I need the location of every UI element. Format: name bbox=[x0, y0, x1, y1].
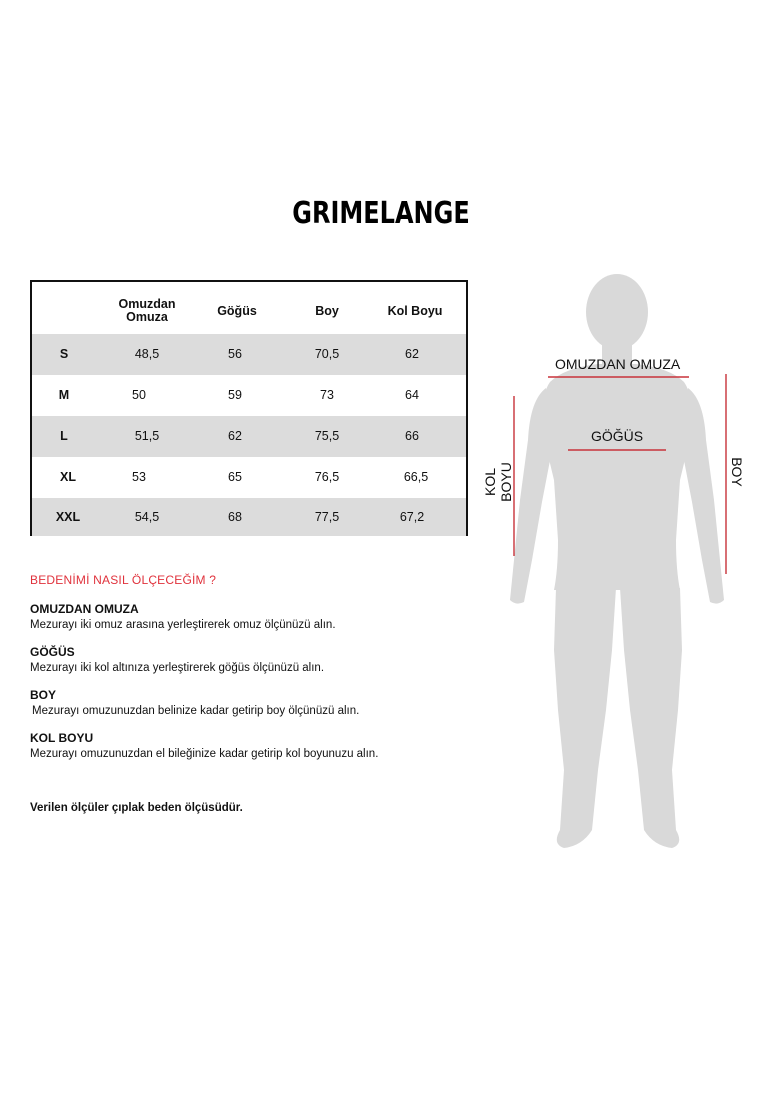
table-header-row bbox=[32, 288, 466, 334]
sleeve-cell: 64 bbox=[405, 388, 419, 402]
chest-cell: 59 bbox=[228, 388, 242, 402]
chest-cell: 56 bbox=[228, 347, 242, 361]
table-row bbox=[32, 457, 466, 498]
size-cell: M bbox=[58, 388, 70, 402]
brand-title: GRIMELANGE bbox=[292, 196, 470, 231]
size-cell: XXL bbox=[55, 509, 81, 524]
label-length: BOY bbox=[729, 457, 745, 487]
table-row bbox=[32, 375, 466, 416]
shoulder-cell: 51,5 bbox=[134, 429, 160, 443]
size-cell: XL bbox=[60, 470, 76, 484]
label-sleeve: KOL BOYU bbox=[482, 462, 514, 502]
header-sleeve: Kol Boyu bbox=[387, 303, 443, 318]
section-text-shoulder: Mezurayı iki omuz arasına yerleştirerek omuz ölçünüzü alın. bbox=[30, 619, 336, 631]
length-cell: 77,5 bbox=[314, 509, 340, 524]
length-cell: 70,5 bbox=[314, 347, 340, 361]
length-cell: 76,5 bbox=[314, 470, 340, 484]
shoulder-cell: 54,5 bbox=[134, 509, 160, 524]
header-chest: Göğüs bbox=[217, 303, 257, 318]
section-title-shoulder: OMUZDAN OMUZA bbox=[30, 602, 139, 616]
label-chest: GÖĞÜS bbox=[591, 428, 644, 444]
sleeve-cell: 67,2 bbox=[399, 509, 425, 524]
chest-cell: 62 bbox=[228, 429, 242, 443]
section-text-chest: Mezurayı iki kol altınıza yerleştirerek göğüs ölçünüzü alın. bbox=[30, 662, 325, 674]
header-shoulder: Omuzdan Omuza bbox=[118, 297, 176, 324]
section-text-sleeve: Mezurayı omuzunuzdan el bileğinize kadar getirip kol boyunuzu alın. bbox=[30, 748, 379, 760]
table-row bbox=[32, 334, 466, 375]
measurement-note: Verilen ölçüler çıplak beden ölçüsüdür. bbox=[30, 802, 243, 814]
shoulder-cell: 50 bbox=[132, 388, 146, 402]
section-title-chest: GÖĞÜS bbox=[30, 645, 75, 659]
size-cell: L bbox=[60, 429, 68, 443]
section-title-length: BOY bbox=[30, 688, 57, 702]
length-cell: 73 bbox=[320, 388, 334, 402]
shoulder-cell: 53 bbox=[132, 470, 146, 484]
table-row bbox=[32, 498, 466, 536]
measurement-instructions bbox=[30, 573, 450, 760]
sleeve-cell: 62 bbox=[405, 347, 419, 361]
shoulder-cell: 48,5 bbox=[134, 347, 160, 361]
chest-cell: 65 bbox=[228, 470, 242, 484]
header-length: Boy bbox=[315, 303, 339, 318]
instructions-title: BEDENİMİ NASIL ÖLÇECEĞİM ? bbox=[30, 573, 217, 587]
length-cell: 75,5 bbox=[314, 429, 340, 443]
size-table bbox=[30, 280, 468, 536]
label-shoulder: OMUZDAN OMUZA bbox=[555, 356, 681, 372]
section-title-sleeve: KOL BOYU bbox=[30, 731, 94, 745]
chest-cell: 68 bbox=[228, 509, 242, 524]
section-text-length: Mezurayı omuzunuzdan belinize kadar getirip boy ölçünüzü alın. bbox=[32, 705, 360, 717]
size-cell: S bbox=[59, 347, 69, 361]
table-row bbox=[32, 416, 466, 457]
body-measurement-figure bbox=[480, 270, 762, 860]
sleeve-cell: 66,5 bbox=[403, 470, 429, 484]
sleeve-cell: 66 bbox=[405, 429, 419, 443]
